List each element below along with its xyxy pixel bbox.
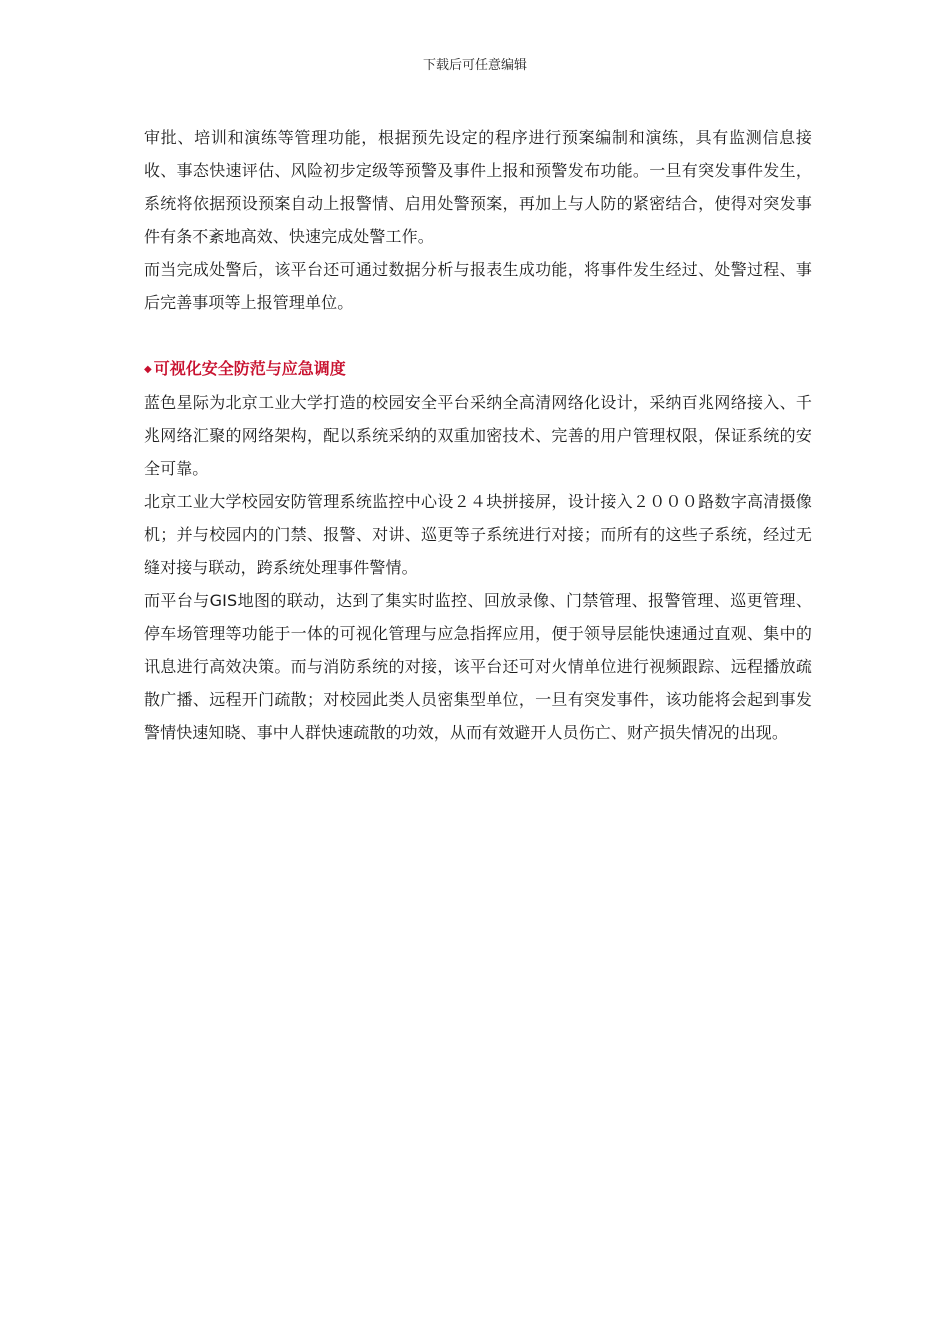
paragraph: 而当完成处警后，该平台还可通过数据分析与报表生成功能，将事件发生经过、处警过程、事后完善事项等上报管理单位。 [144, 260, 812, 312]
paragraph: 而平台与GIS地图的联动，达到了集实时监控、回放录像、门禁管理、报警管理、巡更管理、停车场管理等功能于一体的可视化管理与应急指挥应用，便于领导层能快速通过直观、集中的讯息进行高效决策。而与消防系统的对接，该平台还可对火情单位进行视频跟踪、远程播放疏散广播、远程开门疏散；对校园此类人员密集型单位，一旦有突发事件，该功能将会起到事发警情快速知晓、事中人群快速疏散的功效，从而有效避开人员伤亡、财产损失情况的出现。 [144, 591, 812, 742]
section-heading [144, 352, 812, 386]
diamond-bullet-icon: ◆ [144, 364, 152, 375]
document-body [144, 121, 812, 749]
section-title: 可视化安全防范与应急调度 [153, 359, 346, 378]
paragraph: 北京工业大学校园安防管理系统监控中心设２４块拼接屏，设计接入２０００路数字高清摄像机；并与校园内的门禁、报警、对讲、巡更等子系统进行对接；而所有的这些子系统，经过无缝对接与联动，跨系统处理事件警情。 [144, 492, 812, 577]
paragraph: 审批、培训和演练等管理功能，根据预先设定的程序进行预案编制和演练，具有监测信息接收、事态快速评估、风险初步定级等预警及事件上报和预警发布功能。一旦有突发事件发生，系统将依据预设预案自动上报警情、启用处警预案，再加上与人防的紧密结合，使得对突发事件有条不紊地高效、快速完成处警工作。 [144, 128, 812, 246]
paragraph: 蓝色星际为北京工业大学打造的校园安全平台采纳全高清网络化设计，采纳百兆网络接入、千兆网络汇聚的网络架构，配以系统采纳的双重加密技术、完善的用户管理权限，保证系统的安全可靠。 [144, 393, 812, 478]
page-header: 下载后可任意编辑 [422, 58, 527, 73]
paragraph-spacer [144, 319, 812, 352]
